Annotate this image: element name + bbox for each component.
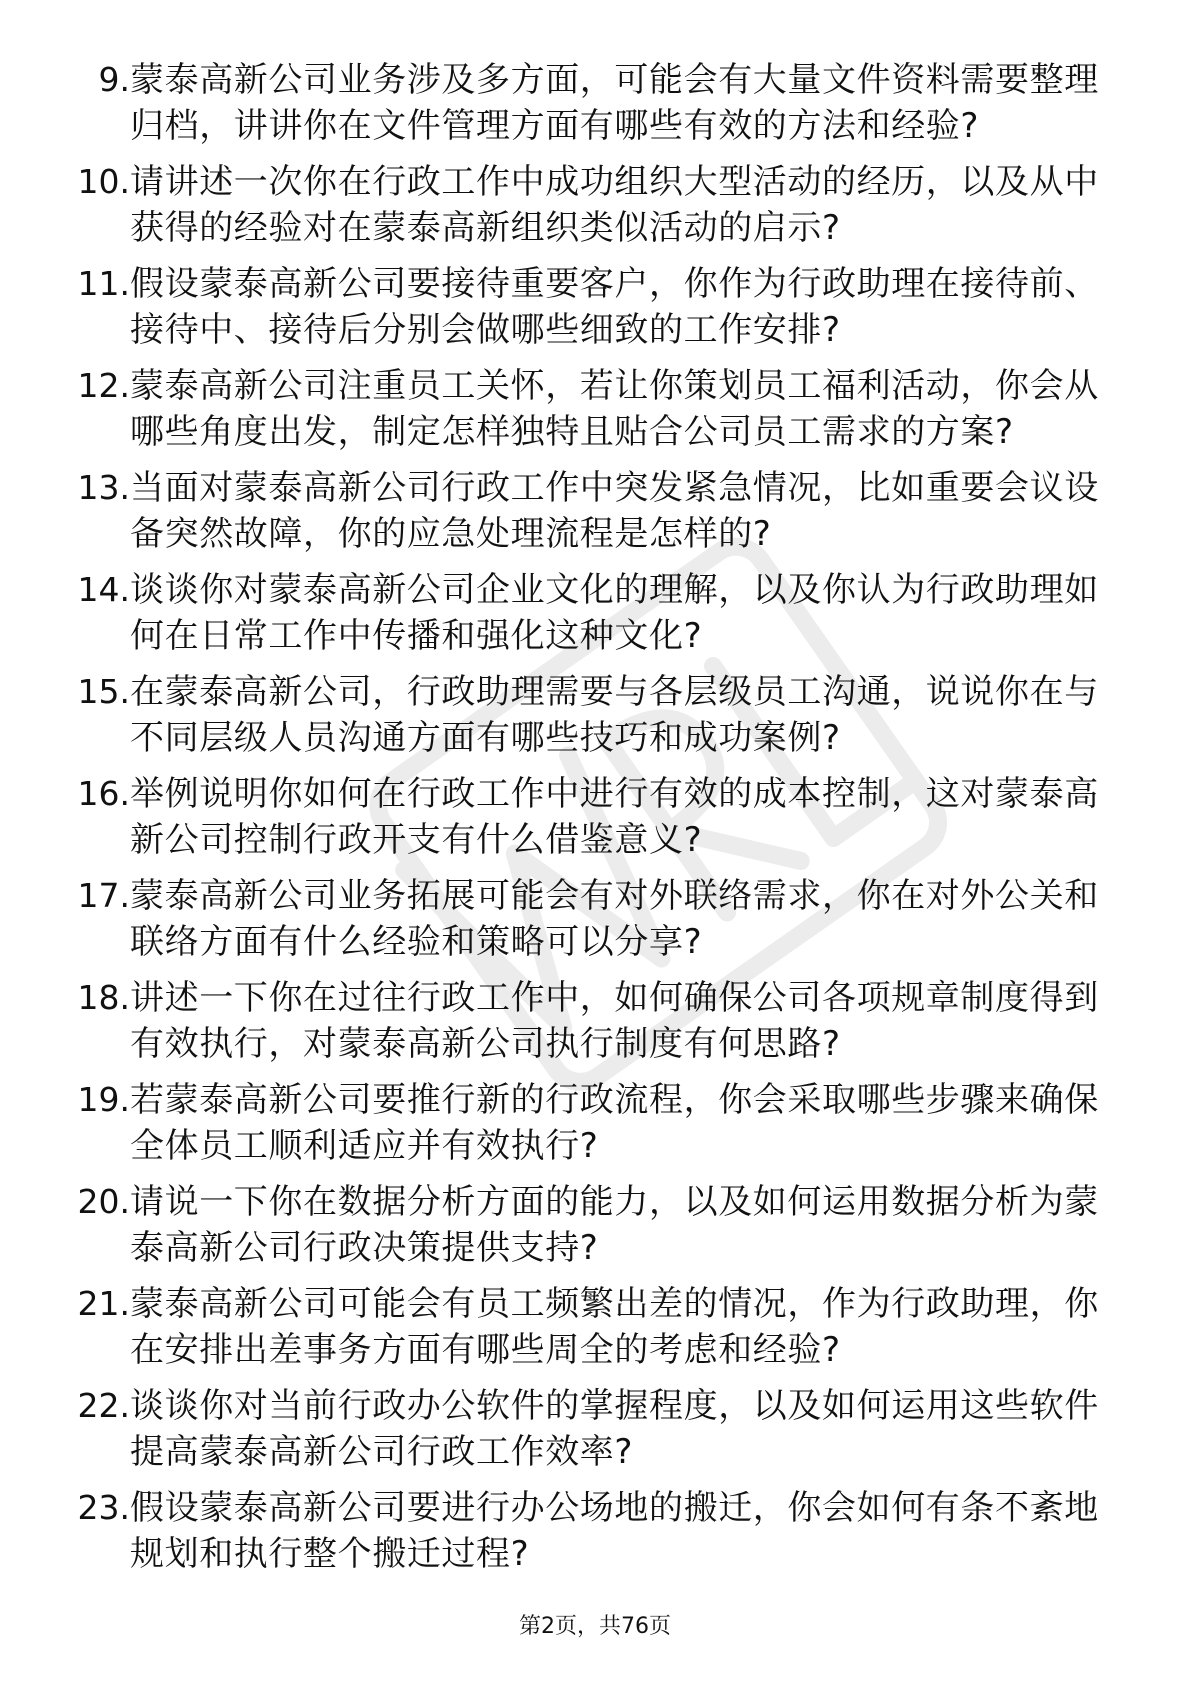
question-text: 若蒙泰高新公司要推行新的行政流程，你会采取哪些步骤来确保全体员工顺利适应并有效执行? [130, 1080, 1099, 1166]
question-number: 9. [98, 60, 130, 99]
question-number: 10. [77, 162, 130, 201]
question-number: 22. [77, 1386, 130, 1425]
question-item [0, 1274, 1190, 1376]
question-item [0, 1478, 1190, 1580]
question-text: 请讲述一次你在行政工作中成功组织大型活动的经历，以及从中获得的经验对在蒙泰高新组织类似活动的启示? [130, 162, 1099, 248]
question-text: 谈谈你对蒙泰高新公司企业文化的理解，以及你认为行政助理如何在日常工作中传播和强化这种文化? [130, 570, 1099, 656]
question-item [0, 1376, 1190, 1478]
question-number: 19. [77, 1080, 130, 1119]
question-number: 23. [77, 1488, 130, 1527]
question-item [0, 662, 1190, 764]
question-number: 12. [77, 366, 130, 405]
question-item [0, 560, 1190, 662]
question-item [0, 764, 1190, 866]
question-number: 17. [77, 876, 130, 915]
question-text: 谈谈你对当前行政办公软件的掌握程度，以及如何运用这些软件提高蒙泰高新公司行政工作效率? [130, 1386, 1099, 1472]
question-number: 11. [77, 264, 130, 303]
question-list [0, 50, 1190, 1580]
question-item [0, 1172, 1190, 1274]
question-text: 假设蒙泰高新公司要进行办公场地的搬迁，你会如何有条不紊地规划和执行整个搬迁过程? [130, 1488, 1099, 1574]
question-item [0, 50, 1190, 152]
question-text: 请说一下你在数据分析方面的能力，以及如何运用数据分析为蒙泰高新公司行政决策提供支持? [130, 1182, 1099, 1268]
question-item [0, 152, 1190, 254]
question-item [0, 866, 1190, 968]
question-item [0, 1070, 1190, 1172]
page-footer: 第2页，共76页 [519, 1614, 671, 1639]
question-number: 18. [77, 978, 130, 1017]
question-number: 20. [77, 1182, 130, 1221]
question-item [0, 254, 1190, 356]
question-item [0, 968, 1190, 1070]
question-text: 当面对蒙泰高新公司行政工作中突发紧急情况，比如重要会议设备突然故障，你的应急处理流程是怎样的? [130, 468, 1099, 554]
question-text: 蒙泰高新公司业务拓展可能会有对外联络需求，你在对外公关和联络方面有什么经验和策略可以分享? [130, 876, 1099, 962]
question-number: 21. [77, 1284, 130, 1323]
question-text: 蒙泰高新公司可能会有员工频繁出差的情况，作为行政助理，你在安排出差事务方面有哪些周全的考虑和经验? [130, 1284, 1099, 1370]
question-text: 蒙泰高新公司业务涉及多方面，可能会有大量文件资料需要整理归档，讲讲你在文件管理方面有哪些有效的方法和经验? [130, 60, 1099, 146]
question-item [0, 458, 1190, 560]
question-number: 16. [77, 774, 130, 813]
question-text: 举例说明你如何在行政工作中进行有效的成本控制，这对蒙泰高新公司控制行政开支有什么借鉴意义? [130, 774, 1099, 860]
question-text: 假设蒙泰高新公司要接待重要客户，你作为行政助理在接待前、接待中、接待后分别会做哪些细致的工作安排? [130, 264, 1099, 350]
question-text: 在蒙泰高新公司，行政助理需要与各层级员工沟通，说说你在与不同层级人员沟通方面有哪些技巧和成功案例? [130, 672, 1099, 758]
question-number: 15. [77, 672, 130, 711]
question-text: 蒙泰高新公司注重员工关怀，若让你策划员工福利活动，你会从哪些角度出发，制定怎样独特且贴合公司员工需求的方案? [130, 366, 1099, 452]
question-text: 讲述一下你在过往行政工作中，如何确保公司各项规章制度得到有效执行，对蒙泰高新公司执行制度有何思路? [130, 978, 1099, 1064]
question-number: 14. [77, 570, 130, 609]
question-number: 13. [77, 468, 130, 507]
question-item [0, 356, 1190, 458]
